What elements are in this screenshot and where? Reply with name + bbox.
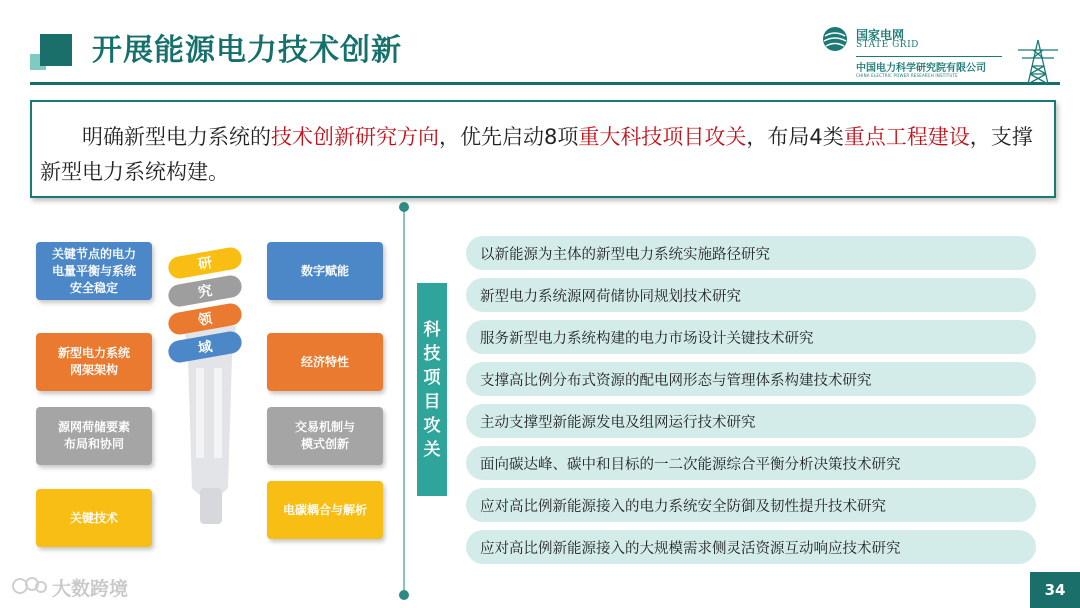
label-char: 关 xyxy=(423,439,441,460)
area-text: 电量平衡与系统 xyxy=(51,263,136,278)
area-box-coordination xyxy=(36,407,152,465)
area-box-power-balance xyxy=(36,242,152,300)
project-item: 支撑高比例分布式资源的配电网形态与管理体系构建技术研究 xyxy=(466,362,1036,396)
area-text: 源网荷储要素 xyxy=(57,420,130,434)
divider-dot-top xyxy=(399,202,409,212)
pill-research-4: 域 xyxy=(167,330,244,365)
logo-en-name: STATE GRID xyxy=(856,40,919,50)
logo-organization: 中国电力科学研究院有限公司 xyxy=(856,63,986,74)
watermark-logo-icon xyxy=(10,574,48,598)
area-text: 关键技术 xyxy=(69,510,118,525)
area-box-digital xyxy=(267,242,383,300)
area-text: 关键节点的电力 xyxy=(51,246,136,261)
title-accent-square xyxy=(40,34,72,66)
intro-box xyxy=(30,100,1056,198)
project-item: 应对高比例新能源接入的电力系统安全防御及韧性提升技术研究 xyxy=(466,488,1036,522)
vertical-divider xyxy=(403,205,405,595)
area-text: 新型电力系统 xyxy=(57,346,130,360)
intro-highlight-2: 重大科技项目攻关 xyxy=(578,125,747,149)
project-item: 新型电力系统源网荷储协同规划技术研究 xyxy=(466,278,1036,312)
area-text: 布局和协同 xyxy=(63,437,124,451)
intro-highlight-1: 技术创新研究方向 xyxy=(271,125,439,149)
transmission-tower-icon xyxy=(1016,38,1060,86)
logo-cn-name: 国家电网 xyxy=(856,28,905,42)
logo-divider xyxy=(856,56,1002,57)
divider-dot-bottom xyxy=(399,590,409,600)
pill-research-3: 领 xyxy=(167,302,244,337)
watermark-text: 大数跨境 xyxy=(52,578,129,600)
area-text: 交易机制与 xyxy=(294,420,355,434)
area-text: 电碳耦合与解析 xyxy=(282,502,367,517)
area-text: 经济特性 xyxy=(300,354,349,369)
area-box-carbon xyxy=(267,481,383,539)
page-title: 开展能源电力技术创新 xyxy=(92,33,402,68)
label-char: 技 xyxy=(423,343,441,364)
intro-part-1: 明确新型电力系统的 xyxy=(82,125,271,149)
pill-research-1: 研 xyxy=(167,246,244,281)
header-divider xyxy=(30,82,1060,85)
project-item: 主动支撑型新能源发电及组网运行技术研究 xyxy=(466,404,1036,438)
label-char: 目 xyxy=(423,391,441,412)
area-box-key-technology xyxy=(36,489,152,547)
area-text: 网架架构 xyxy=(69,363,118,377)
state-grid-logo-icon xyxy=(822,26,848,52)
label-char: 科 xyxy=(423,319,441,340)
area-box-grid-architecture xyxy=(36,333,152,391)
logo-organization-en: CHINA ELECTRIC POWER RESEARCH INSTITUTE xyxy=(856,73,958,78)
page-number: 34 xyxy=(1030,572,1080,608)
project-item: 服务新型电力系统构建的电力市场设计关键技术研究 xyxy=(466,320,1036,354)
intro-part-4: ，支撑新型电力系统构建。 xyxy=(40,125,1033,184)
area-text: 安全稳定 xyxy=(69,280,118,295)
intro-part-3: ，布局4类 xyxy=(746,125,844,149)
pill-research-2: 究 xyxy=(167,274,244,309)
label-char: 攻 xyxy=(423,415,441,436)
intro-part-2: ，优先启动8项 xyxy=(439,125,579,149)
intro-highlight-3: 重点工程建设 xyxy=(843,125,970,149)
area-box-trading xyxy=(267,407,383,465)
project-item: 面向碳达峰、碳中和目标的一二次能源综合平衡分析决策技术研究 xyxy=(466,446,1036,480)
intro-text xyxy=(40,120,1050,190)
area-text: 数字赋能 xyxy=(300,263,349,278)
project-item: 以新能源为主体的新型电力系统实施路径研究 xyxy=(466,236,1036,270)
project-item: 应对高比例新能源接入的大规模需求侧灵活资源互动响应技术研究 xyxy=(466,530,1036,564)
area-box-economics xyxy=(267,333,383,391)
area-text: 模式创新 xyxy=(300,437,349,451)
label-char: 项 xyxy=(423,367,441,388)
projects-label xyxy=(417,283,447,496)
